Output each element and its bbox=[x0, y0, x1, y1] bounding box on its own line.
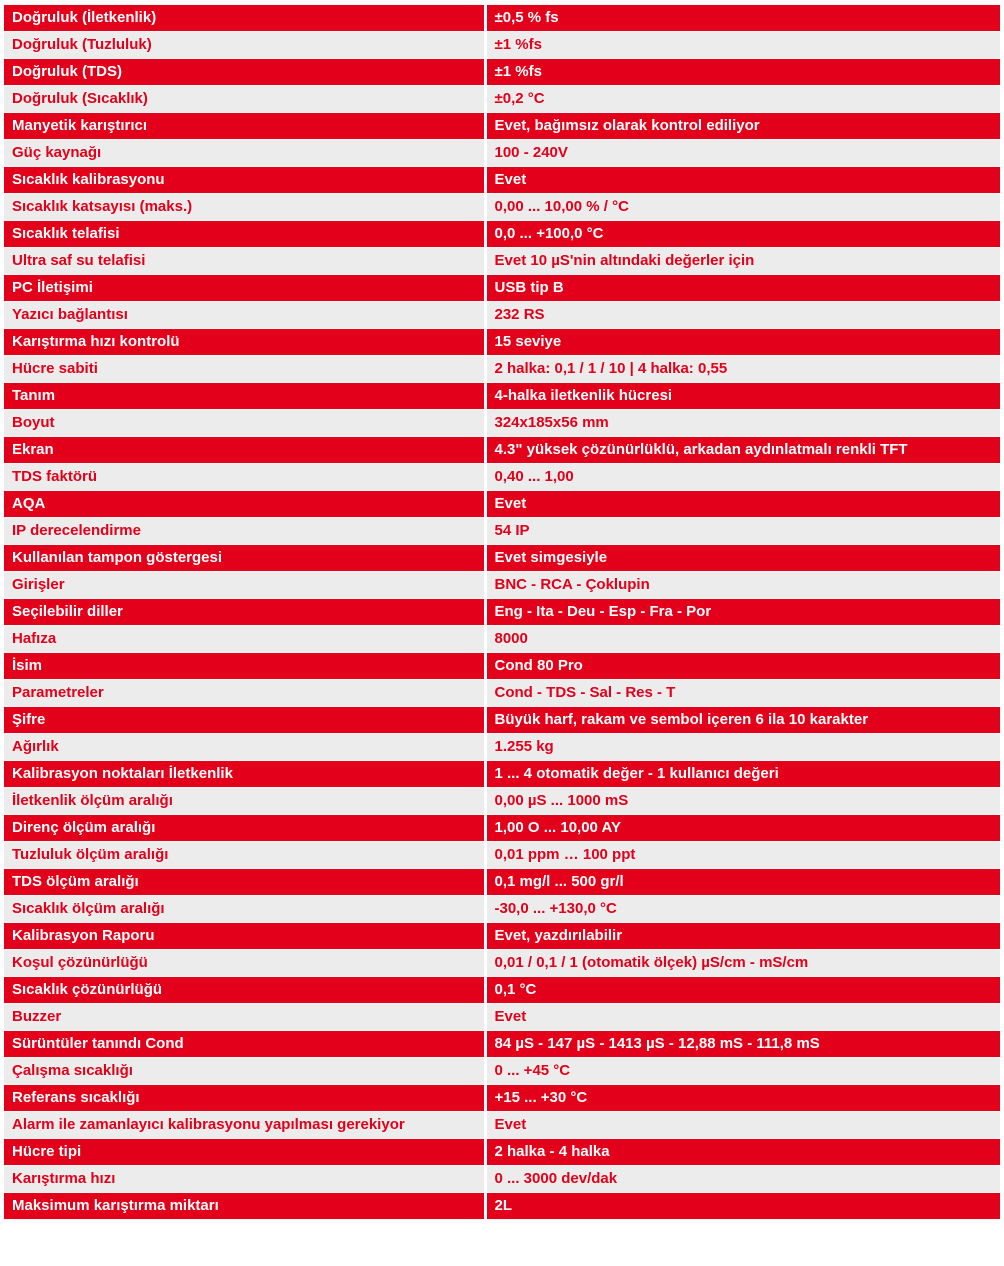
spec-row bbox=[4, 140, 1000, 167]
spec-value: +15 ... +30 °C bbox=[485, 1085, 1000, 1112]
spec-value: 0,40 ... 1,00 bbox=[485, 464, 1000, 491]
spec-label: Tuzluluk ölçüm aralığı bbox=[4, 842, 485, 869]
spec-value: 8000 bbox=[485, 626, 1000, 653]
spec-row bbox=[4, 194, 1000, 221]
spec-label: Kullanılan tampon göstergesi bbox=[4, 545, 485, 572]
spec-label: Maksimum karıştırma miktarı bbox=[4, 1193, 485, 1220]
spec-row bbox=[4, 59, 1000, 86]
spec-label: İletkenlik ölçüm aralığı bbox=[4, 788, 485, 815]
spec-label: TDS faktörü bbox=[4, 464, 485, 491]
spec-row bbox=[4, 1058, 1000, 1085]
spec-value: ±1 %fs bbox=[485, 32, 1000, 59]
spec-row bbox=[4, 410, 1000, 437]
spec-label: Seçilebilir diller bbox=[4, 599, 485, 626]
spec-label: Güç kaynağı bbox=[4, 140, 485, 167]
spec-value: Evet bbox=[485, 1004, 1000, 1031]
spec-value: Evet bbox=[485, 1112, 1000, 1139]
spec-value: ±1 %fs bbox=[485, 59, 1000, 86]
spec-row bbox=[4, 1139, 1000, 1166]
spec-row bbox=[4, 302, 1000, 329]
spec-label: Şifre bbox=[4, 707, 485, 734]
spec-value: ±0,5 % fs bbox=[485, 5, 1000, 32]
spec-row bbox=[4, 518, 1000, 545]
spec-value: 0,01 ppm … 100 ppt bbox=[485, 842, 1000, 869]
spec-label: Ağırlık bbox=[4, 734, 485, 761]
spec-row bbox=[4, 437, 1000, 464]
spec-value: 324x185x56 mm bbox=[485, 410, 1000, 437]
spec-value: 2 halka - 4 halka bbox=[485, 1139, 1000, 1166]
spec-label: Tanım bbox=[4, 383, 485, 410]
spec-row bbox=[4, 842, 1000, 869]
spec-row bbox=[4, 653, 1000, 680]
spec-row bbox=[4, 248, 1000, 275]
spec-value: 0 ... 3000 dev/dak bbox=[485, 1166, 1000, 1193]
spec-value: 0,1 °C bbox=[485, 977, 1000, 1004]
spec-label: Hücre sabiti bbox=[4, 356, 485, 383]
spec-label: IP derecelendirme bbox=[4, 518, 485, 545]
spec-label: Sıcaklık telafisi bbox=[4, 221, 485, 248]
spec-row bbox=[4, 5, 1000, 32]
spec-label: Ekran bbox=[4, 437, 485, 464]
spec-value: Evet bbox=[485, 491, 1000, 518]
spec-value: Evet 10 µS'nin altındaki değerler için bbox=[485, 248, 1000, 275]
spec-row bbox=[4, 329, 1000, 356]
spec-row bbox=[4, 1166, 1000, 1193]
spec-label: Sürüntüler tanındı Cond bbox=[4, 1031, 485, 1058]
spec-row bbox=[4, 572, 1000, 599]
spec-label: Parametreler bbox=[4, 680, 485, 707]
spec-value: -30,0 ... +130,0 °C bbox=[485, 896, 1000, 923]
spec-value: Eng - Ita - Deu - Esp - Fra - Por bbox=[485, 599, 1000, 626]
spec-value: 232 RS bbox=[485, 302, 1000, 329]
spec-value: 0,0 ... +100,0 °C bbox=[485, 221, 1000, 248]
spec-label: Kalibrasyon noktaları İletkenlik bbox=[4, 761, 485, 788]
spec-value: 0,00 ... 10,00 % / °C bbox=[485, 194, 1000, 221]
spec-row bbox=[4, 896, 1000, 923]
spec-value: 84 µS - 147 µS - 1413 µS - 12,88 mS - 111,8 mS bbox=[485, 1031, 1000, 1058]
spec-row bbox=[4, 869, 1000, 896]
spec-row bbox=[4, 1031, 1000, 1058]
spec-value: 1.255 kg bbox=[485, 734, 1000, 761]
spec-row bbox=[4, 707, 1000, 734]
spec-row bbox=[4, 680, 1000, 707]
spec-value: 2 halka: 0,1 / 1 / 10 | 4 halka: 0,55 bbox=[485, 356, 1000, 383]
spec-label: Sıcaklık kalibrasyonu bbox=[4, 167, 485, 194]
spec-row bbox=[4, 221, 1000, 248]
spec-label: Koşul çözünürlüğü bbox=[4, 950, 485, 977]
spec-label: Hafıza bbox=[4, 626, 485, 653]
spec-table bbox=[4, 4, 1000, 1220]
spec-value: ±0,2 °C bbox=[485, 86, 1000, 113]
spec-row bbox=[4, 464, 1000, 491]
spec-label: Alarm ile zamanlayıcı kalibrasyonu yapılması gerekiyor bbox=[4, 1112, 485, 1139]
spec-row bbox=[4, 788, 1000, 815]
spec-label: İsim bbox=[4, 653, 485, 680]
spec-row bbox=[4, 545, 1000, 572]
spec-label: Çalışma sıcaklığı bbox=[4, 1058, 485, 1085]
spec-value: 4-halka iletkenlik hücresi bbox=[485, 383, 1000, 410]
spec-row bbox=[4, 383, 1000, 410]
spec-value: Cond 80 Pro bbox=[485, 653, 1000, 680]
spec-row bbox=[4, 86, 1000, 113]
spec-value: 0 ... +45 °C bbox=[485, 1058, 1000, 1085]
spec-label: Karıştırma hızı kontrolü bbox=[4, 329, 485, 356]
spec-row bbox=[4, 356, 1000, 383]
spec-row bbox=[4, 815, 1000, 842]
spec-label: Sıcaklık ölçüm aralığı bbox=[4, 896, 485, 923]
spec-value: 54 IP bbox=[485, 518, 1000, 545]
spec-value: Evet bbox=[485, 167, 1000, 194]
spec-value: Evet, yazdırılabilir bbox=[485, 923, 1000, 950]
spec-label: Boyut bbox=[4, 410, 485, 437]
spec-label: Direnç ölçüm aralığı bbox=[4, 815, 485, 842]
spec-row bbox=[4, 1085, 1000, 1112]
spec-value: 2L bbox=[485, 1193, 1000, 1220]
spec-row bbox=[4, 167, 1000, 194]
spec-value: USB tip B bbox=[485, 275, 1000, 302]
spec-label: Girişler bbox=[4, 572, 485, 599]
spec-value: 0,00 µS ... 1000 mS bbox=[485, 788, 1000, 815]
spec-row bbox=[4, 950, 1000, 977]
spec-label: TDS ölçüm aralığı bbox=[4, 869, 485, 896]
spec-table-body bbox=[4, 5, 1000, 1220]
spec-label: Doğruluk (Sıcaklık) bbox=[4, 86, 485, 113]
spec-value: Evet simgesiyle bbox=[485, 545, 1000, 572]
spec-label: Kalibrasyon Raporu bbox=[4, 923, 485, 950]
spec-value: Evet, bağımsız olarak kontrol ediliyor bbox=[485, 113, 1000, 140]
spec-value: Büyük harf, rakam ve sembol içeren 6 ila 10 karakter bbox=[485, 707, 1000, 734]
spec-value: 1 ... 4 otomatik değer - 1 kullanıcı değeri bbox=[485, 761, 1000, 788]
spec-row bbox=[4, 599, 1000, 626]
spec-label: Sıcaklık çözünürlüğü bbox=[4, 977, 485, 1004]
spec-value: 4.3" yüksek çözünürlüklü, arkadan aydınlatmalı renkli TFT bbox=[485, 437, 1000, 464]
spec-row bbox=[4, 1112, 1000, 1139]
spec-row bbox=[4, 1193, 1000, 1220]
spec-label: Yazıcı bağlantısı bbox=[4, 302, 485, 329]
spec-row bbox=[4, 923, 1000, 950]
spec-value: BNC - RCA - Çoklupin bbox=[485, 572, 1000, 599]
spec-value: 1,00 O ... 10,00 AY bbox=[485, 815, 1000, 842]
spec-row bbox=[4, 113, 1000, 140]
spec-row bbox=[4, 32, 1000, 59]
spec-label: Karıştırma hızı bbox=[4, 1166, 485, 1193]
spec-label: Doğruluk (Tuzluluk) bbox=[4, 32, 485, 59]
spec-value: 15 seviye bbox=[485, 329, 1000, 356]
spec-value: 0,1 mg/l ... 500 gr/l bbox=[485, 869, 1000, 896]
spec-label: PC İletişimi bbox=[4, 275, 485, 302]
spec-label: Hücre tipi bbox=[4, 1139, 485, 1166]
spec-label: Doğruluk (TDS) bbox=[4, 59, 485, 86]
spec-value: Cond - TDS - Sal - Res - T bbox=[485, 680, 1000, 707]
spec-label: Ultra saf su telafisi bbox=[4, 248, 485, 275]
spec-label: Doğruluk (İletkenlik) bbox=[4, 5, 485, 32]
spec-label: Sıcaklık katsayısı (maks.) bbox=[4, 194, 485, 221]
spec-row bbox=[4, 1004, 1000, 1031]
spec-row bbox=[4, 977, 1000, 1004]
spec-row bbox=[4, 734, 1000, 761]
spec-label: Buzzer bbox=[4, 1004, 485, 1031]
spec-value: 100 - 240V bbox=[485, 140, 1000, 167]
spec-row bbox=[4, 626, 1000, 653]
spec-row bbox=[4, 275, 1000, 302]
spec-label: AQA bbox=[4, 491, 485, 518]
spec-row bbox=[4, 761, 1000, 788]
spec-value: 0,01 / 0,1 / 1 (otomatik ölçek) µS/cm - mS/cm bbox=[485, 950, 1000, 977]
spec-row bbox=[4, 491, 1000, 518]
spec-label: Manyetik karıştırıcı bbox=[4, 113, 485, 140]
spec-label: Referans sıcaklığı bbox=[4, 1085, 485, 1112]
